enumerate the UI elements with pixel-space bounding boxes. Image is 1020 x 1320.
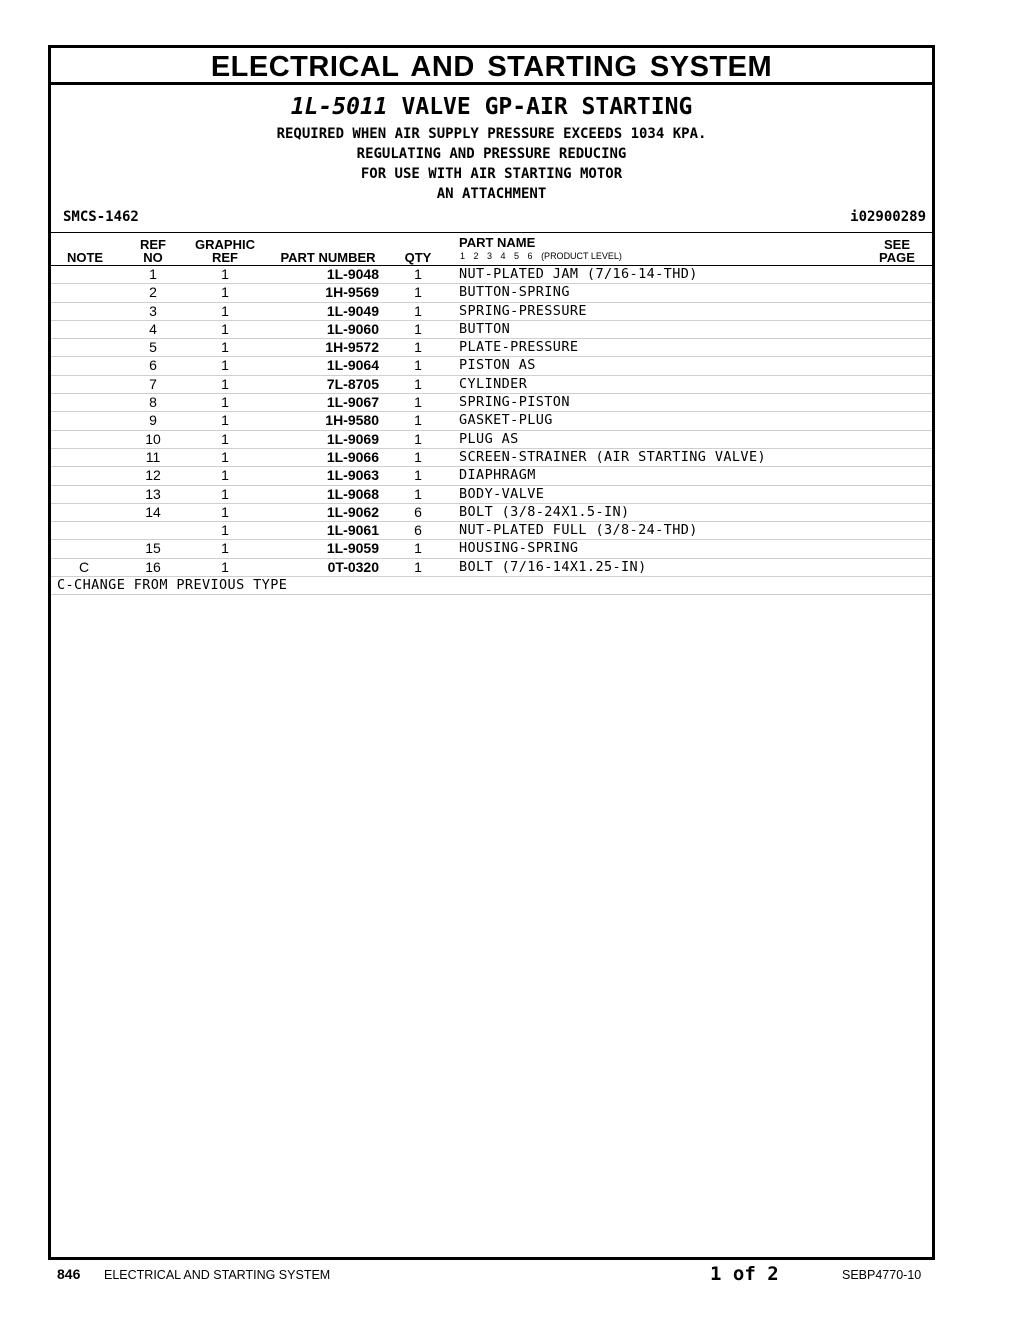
ref-no-cell: 12 [145, 467, 161, 484]
ref-no-cell: 11 [145, 448, 161, 465]
part-name-cell: SPRING-PISTON [459, 394, 570, 411]
page-frame [48, 45, 935, 1260]
part-name-cell: CYLINDER [459, 375, 528, 392]
footer-page-of: 1 of 2 [710, 1263, 779, 1285]
graphic-ref-cell: 1 [221, 558, 229, 575]
level-numbers: 1 2 3 4 5 6 [460, 251, 533, 261]
qty-cell: 1 [414, 412, 422, 429]
part-name-cell: SPRING-PRESSURE [459, 302, 587, 319]
qty-cell: 1 [414, 558, 422, 575]
description-line: REGULATING AND PRESSURE REDUCING [356, 146, 627, 162]
product-level-label: (PRODUCT LEVEL) [541, 251, 622, 261]
qty-cell: 6 [414, 503, 422, 520]
part-number-cell: 1L-9067 [326, 394, 379, 411]
table-row [51, 357, 932, 375]
col-header-ref-bottom: NO [143, 250, 163, 265]
qty-cell: 1 [414, 375, 422, 392]
qty-cell: 1 [414, 485, 422, 502]
part-name-cell: NUT-PLATED JAM (7/16-14-THD) [459, 266, 698, 282]
part-number-cell: 1L-9064 [326, 357, 379, 374]
col-header-part-number: PART NUMBER [280, 250, 376, 265]
ref-no-cell: 16 [145, 558, 161, 575]
ref-no-cell: 7 [149, 375, 157, 392]
col-header-ref [131, 238, 175, 264]
col-header-ref-top: REF [140, 237, 166, 252]
table-row [51, 540, 932, 558]
qty-cell: 1 [414, 284, 422, 301]
table-row [51, 504, 932, 522]
product-levels [460, 251, 622, 261]
group-name: VALVE GP-AIR STARTING [401, 94, 693, 120]
col-header-graphic-ref [187, 238, 263, 264]
qty-cell: 6 [414, 522, 422, 539]
graphic-ref-cell: 1 [221, 339, 229, 356]
qty-cell: 1 [414, 448, 422, 465]
part-name-cell: HOUSING-SPRING [459, 540, 579, 557]
part-number-cell: 1L-9061 [326, 522, 379, 539]
qty-cell: 1 [414, 302, 422, 319]
table-row [51, 303, 932, 321]
part-number-cell: 0T-0320 [327, 558, 379, 575]
part-name-cell: BOLT (3/8-24X1.5-IN) [459, 503, 630, 520]
table-row [51, 522, 932, 540]
graphic-ref-cell: 1 [221, 320, 229, 337]
col-header-graphic-bottom: REF [212, 250, 238, 265]
part-name-cell: SCREEN-STRAINER (AIR STARTING VALVE) [459, 448, 766, 465]
table-row [51, 266, 932, 284]
group-descriptions [51, 124, 932, 204]
table-row [51, 467, 932, 485]
part-number-cell: 1L-9063 [326, 467, 379, 484]
smcs-code: SMCS-1462 [63, 209, 139, 225]
part-name-cell: DIAPHRAGM [459, 467, 536, 484]
graphic-ref-cell: 1 [221, 448, 229, 465]
table-row [51, 412, 932, 430]
ref-no-cell: 4 [149, 320, 157, 337]
ref-no-cell: 6 [149, 357, 157, 374]
graphic-ref-cell: 1 [221, 467, 229, 484]
illustration-id: i02900289 [850, 209, 926, 225]
graphic-ref-cell: 1 [221, 430, 229, 447]
ref-no-cell: 13 [145, 485, 161, 502]
table-note-row [51, 577, 932, 595]
part-number-cell: 1H-9569 [325, 284, 379, 301]
description-line: REQUIRED WHEN AIR SUPPLY PRESSURE EXCEEDS 1034 KPA. [276, 126, 707, 142]
table-row [51, 339, 932, 357]
table-row [51, 486, 932, 504]
part-number-cell: 1L-9062 [326, 503, 379, 520]
table-row [51, 284, 932, 302]
graphic-ref-cell: 1 [221, 302, 229, 319]
table-row [51, 449, 932, 467]
col-header-note: NOTE [66, 250, 104, 265]
graphic-ref-cell: 1 [221, 503, 229, 520]
graphic-ref-cell: 1 [221, 266, 229, 282]
ref-no-cell: 8 [149, 394, 157, 411]
col-header-see-page [869, 238, 925, 264]
part-number-cell: 1L-9049 [326, 302, 379, 319]
footer-page-number: 846 [57, 1266, 81, 1282]
table-row [51, 431, 932, 449]
part-name-cell: BODY-VALVE [459, 485, 545, 502]
parts-table [51, 265, 932, 595]
table-row [51, 559, 932, 577]
graphic-ref-cell: 1 [221, 357, 229, 374]
part-number-cell: 1L-9060 [326, 320, 379, 337]
qty-cell: 1 [414, 357, 422, 374]
part-number-cell: 1L-9059 [326, 540, 379, 557]
ref-no-cell: 9 [149, 412, 157, 429]
col-header-graphic-top: GRAPHIC [195, 237, 255, 252]
qty-cell: 1 [414, 266, 422, 282]
qty-cell: 1 [414, 320, 422, 337]
part-number-cell: 7L-8705 [326, 375, 379, 392]
ref-no-cell: 2 [149, 284, 157, 301]
ref-no-cell: 3 [149, 302, 157, 319]
change-note: C-CHANGE FROM PREVIOUS TYPE [57, 577, 288, 594]
table-row [51, 321, 932, 339]
part-number-cell: 1L-9068 [326, 485, 379, 502]
description-line: FOR USE WITH AIR STARTING MOTOR [360, 166, 623, 182]
qty-cell: 1 [414, 339, 422, 356]
graphic-ref-cell: 1 [221, 375, 229, 392]
qty-cell: 1 [414, 540, 422, 557]
part-number-cell: 1L-9048 [326, 266, 379, 282]
part-name-cell: GASKET-PLUG [459, 412, 553, 429]
col-header-see-bottom: PAGE [879, 250, 915, 265]
graphic-ref-cell: 1 [221, 522, 229, 539]
col-header-see-top: SEE [883, 237, 910, 252]
col-header-part-name: PART NAME [459, 235, 536, 250]
part-name-cell: BUTTON [459, 320, 511, 337]
qty-cell: 1 [414, 394, 422, 411]
qty-cell: 1 [414, 430, 422, 447]
part-name-cell: PLATE-PRESSURE [459, 339, 579, 356]
section-title: ELECTRICAL AND STARTING SYSTEM [51, 48, 932, 85]
part-name-cell: BUTTON-SPRING [459, 284, 570, 301]
group-title [51, 94, 932, 120]
description-line: AN ATTACHMENT [436, 186, 547, 202]
part-number-cell: 1H-9572 [325, 339, 379, 356]
ref-no-cell: 10 [145, 430, 161, 447]
table-row [51, 376, 932, 394]
part-number-cell: 1L-9066 [326, 448, 379, 465]
group-part-number: 1L-5011 [290, 94, 388, 120]
ref-no-cell: 5 [149, 339, 157, 356]
graphic-ref-cell: 1 [221, 284, 229, 301]
part-number-cell: 1L-9069 [326, 430, 379, 447]
graphic-ref-cell: 1 [221, 485, 229, 502]
header-divider [51, 232, 932, 233]
footer-document-number: SEBP4770-10 [842, 1268, 922, 1282]
part-name-cell: PLUG AS [459, 430, 519, 447]
qty-cell: 1 [414, 467, 422, 484]
page-footer [0, 1262, 1020, 1286]
part-name-cell: PISTON AS [459, 357, 536, 374]
col-header-qty: QTY [404, 250, 432, 265]
ref-no-cell: 1 [149, 266, 157, 282]
part-name-cell: BOLT (7/16-14X1.25-IN) [459, 558, 647, 575]
note-cell: C [78, 558, 90, 575]
graphic-ref-cell: 1 [221, 412, 229, 429]
ref-no-cell: 15 [145, 540, 161, 557]
part-number-cell: 1H-9580 [325, 412, 379, 429]
graphic-ref-cell: 1 [221, 394, 229, 411]
table-row [51, 394, 932, 412]
footer-section: ELECTRICAL AND STARTING SYSTEM [104, 1268, 331, 1282]
part-name-cell: NUT-PLATED FULL (3/8-24-THD) [459, 522, 698, 539]
ref-no-cell: 14 [145, 503, 161, 520]
graphic-ref-cell: 1 [221, 540, 229, 557]
